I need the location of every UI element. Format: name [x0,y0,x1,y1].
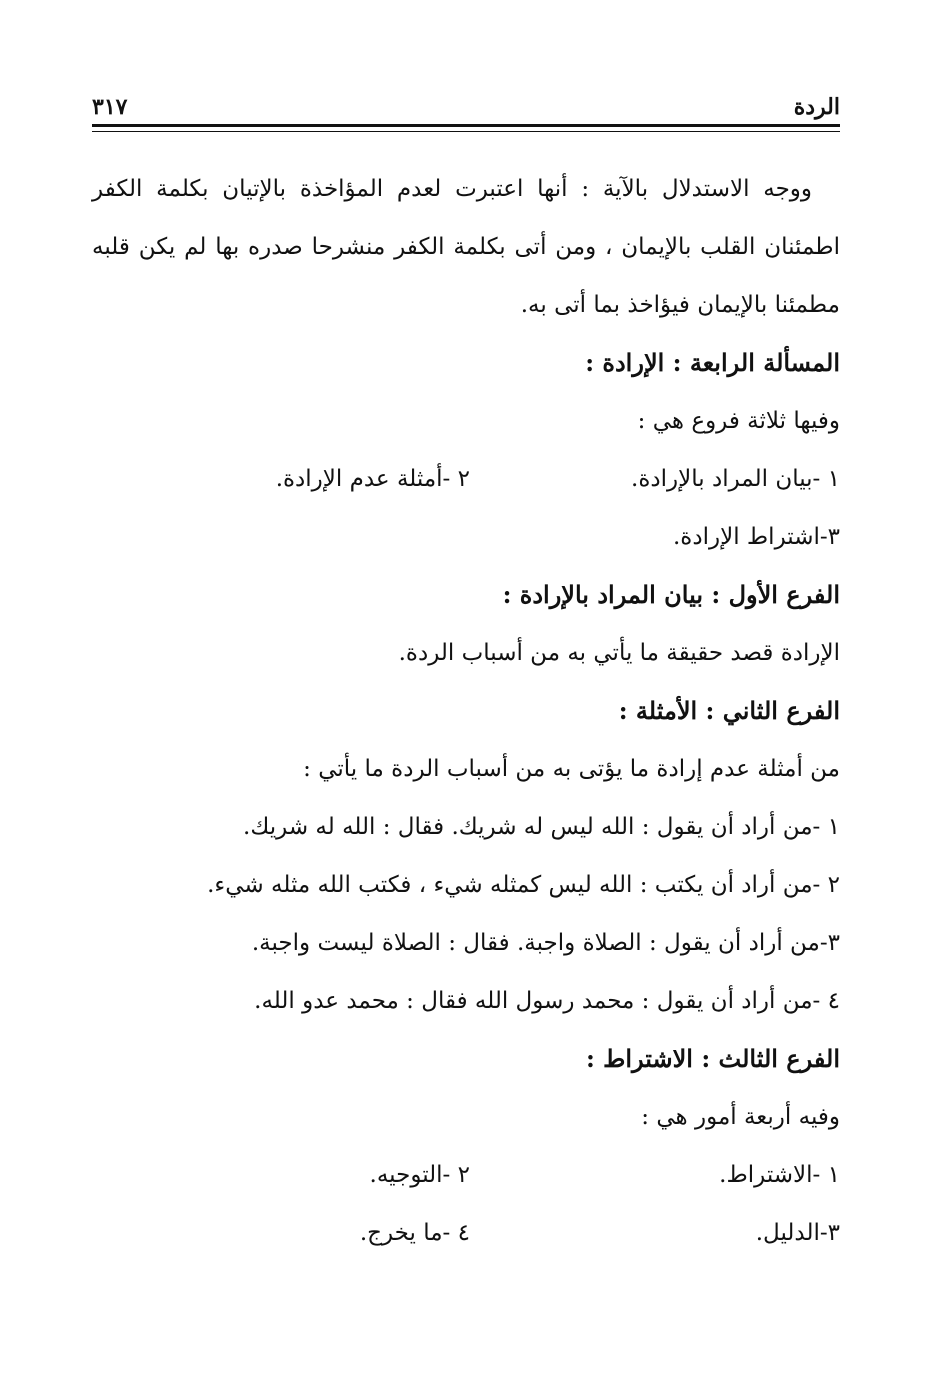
list-item: ٢ -أمثلة عدم الإرادة. [275,466,470,492]
branch-intro: وفيه أربعة أمور هي : [641,1104,840,1130]
page-number: ٣١٧ [92,94,128,120]
list-item: ٢ -التوجيه. [369,1162,470,1188]
branch-heading: الفرع الثاني : الأمثلة : [618,696,840,725]
list-item: ٤ -ما يخرج. [359,1220,470,1246]
branch-text: الإرادة قصد حقيقة ما يأتي به من أسباب الردة. [398,640,840,666]
header-rule-thick [92,124,840,127]
two-column-row [92,450,840,508]
branch-heading: الفرع الأول : بيان المراد بالإرادة : [502,580,840,609]
running-header [92,94,840,124]
example-item: ٣-من أراد أن يقول : الصلاة واجبة. فقال : الصلاة ليست واجبة. [251,930,840,956]
list-item: ١ -بيان المراد بالإرادة. [631,466,840,492]
chapter-title: الردة [793,94,840,120]
list-item: ٣-الدليل. [755,1220,840,1246]
paragraph-line: اطمئنان القلب بالإيمان ، ومن أتى بكلمة الكفر منشرحا صدره بها لم يكن قلبه [92,234,840,260]
two-column-row [92,1146,840,1204]
header-rule-thin [92,131,840,132]
page-body [92,160,840,1262]
example-item: ٢ -من أراد أن يكتب : الله ليس كمثله شيء ، فكتب الله مثله شيء. [207,872,840,898]
two-column-row [92,1204,840,1262]
list-item: ٣-اشتراط الإرادة. [672,524,840,550]
section-heading: المسألة الرابعة : الإرادة : [585,348,840,377]
branch-intro: من أمثلة عدم إرادة ما يؤتى به من أسباب الردة ما يأتي : [303,756,840,782]
paragraph-line: ووجه الاستدلال بالآية : أنها اعتبرت لعدم المؤاخذة بالإتيان بكلمة الكفر [92,176,812,202]
section-intro: وفيها ثلاثة فروع هي : [637,408,840,434]
example-item: ١ -من أراد أن يقول : الله ليس له شريك. فقال : الله له شريك. [243,814,840,840]
branch-heading: الفرع الثالث : الاشتراط : [585,1044,840,1073]
paragraph-line: مطمئنا بالإيمان فيؤاخذ بما أتى به. [520,292,840,318]
list-item: ١ -الاشتراط. [719,1162,840,1188]
example-item: ٤ -من أراد أن يقول : محمد رسول الله فقال : محمد عدو الله. [254,988,840,1014]
